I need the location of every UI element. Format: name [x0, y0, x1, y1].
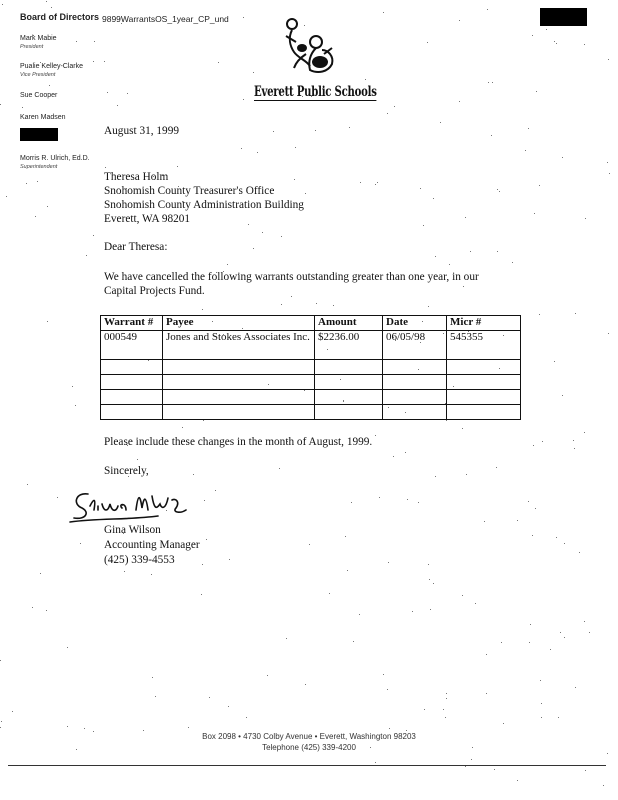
scan-speck — [387, 113, 388, 114]
scan-speck — [188, 727, 189, 728]
scan-speck — [26, 183, 27, 184]
scan-speck — [93, 61, 94, 62]
scan-speck — [491, 135, 492, 136]
scan-speck — [104, 61, 105, 62]
table-row — [101, 331, 521, 360]
scan-speck — [377, 182, 378, 183]
scan-speck — [379, 497, 380, 498]
scan-speck — [556, 537, 557, 538]
scan-speck — [471, 759, 472, 760]
scan-speck — [433, 198, 434, 199]
scan-speck — [503, 723, 504, 724]
scan-speck — [93, 235, 94, 236]
scan-speck — [427, 42, 428, 43]
signer-phone: (425) 339-4553 — [104, 554, 175, 566]
scan-speck — [607, 753, 608, 754]
scan-speck — [246, 717, 247, 718]
signoff: Sincerely, — [104, 465, 149, 477]
scan-speck — [46, 1, 47, 2]
scan-speck — [201, 594, 202, 595]
scan-speck — [67, 726, 68, 727]
scan-speck — [360, 182, 361, 183]
body-line: We have cancelled the following warrants outstanding greater than one year, in our — [104, 271, 479, 283]
table-header-row — [101, 316, 521, 331]
scan-speck — [562, 395, 563, 396]
scan-speck — [49, 85, 50, 86]
scan-speck — [295, 147, 296, 148]
scan-speck — [535, 508, 536, 509]
scan-speck — [466, 474, 467, 475]
board-member-name: Sue Cooper — [20, 92, 58, 99]
scan-speck — [585, 218, 586, 219]
scan-speck — [107, 92, 108, 93]
scan-speck — [124, 571, 125, 572]
scan-speck — [430, 609, 431, 610]
scan-speck — [556, 43, 557, 44]
scan-speck — [0, 660, 1, 661]
scan-speck — [532, 35, 533, 36]
scan-speck — [394, 106, 395, 107]
scan-speck — [86, 255, 87, 256]
scan-speck — [243, 17, 244, 18]
scan-speck — [333, 305, 334, 306]
scan-speck — [609, 173, 610, 174]
scan-speck — [127, 93, 128, 94]
scan-speck — [286, 638, 287, 639]
scan-speck — [528, 501, 529, 502]
scan-speck — [253, 72, 254, 73]
scan-speck — [182, 427, 183, 428]
scan-speck — [492, 82, 493, 83]
scan-speck — [541, 717, 542, 718]
scan-speck — [206, 539, 207, 540]
scan-speck — [80, 543, 81, 544]
scan-speck — [584, 44, 585, 45]
date-cell: 06/05/98 — [383, 331, 447, 360]
scan-speck — [550, 649, 551, 650]
scan-speck — [435, 476, 436, 477]
board-member-name: Karen Madsen — [20, 114, 66, 121]
scan-speck — [443, 709, 444, 710]
scan-speck — [423, 225, 424, 226]
column-header-warrant: Warrant # — [101, 316, 163, 331]
scan-speck — [579, 552, 580, 553]
empty-table-row — [101, 405, 521, 420]
file-reference: 9899WarrantsOS_1year_CP_und — [102, 14, 229, 24]
scan-speck — [143, 730, 144, 731]
scan-speck — [533, 445, 534, 446]
scan-speck — [560, 632, 561, 633]
scan-speck — [465, 217, 466, 218]
scan-speck — [84, 728, 85, 729]
scan-speck — [51, 7, 52, 8]
payee-cell: Jones and Stokes Associates Inc. — [163, 331, 315, 360]
scan-speck — [558, 717, 559, 718]
scan-speck — [540, 680, 541, 681]
scan-speck — [424, 709, 425, 710]
scan-speck — [486, 654, 487, 655]
school-name-logo: Everett Public Schools — [254, 84, 377, 100]
scan-speck — [151, 574, 152, 575]
scan-speck — [6, 196, 7, 197]
scan-speck — [1, 721, 2, 722]
scan-speck — [539, 185, 540, 186]
scan-speck — [347, 570, 348, 571]
scan-speck — [412, 611, 413, 612]
scan-speck — [608, 333, 609, 334]
scan-speck — [589, 632, 590, 633]
scan-speck — [193, 474, 194, 475]
redaction-block — [20, 128, 58, 141]
scan-speck — [359, 614, 360, 615]
scan-speck — [462, 428, 463, 429]
scan-speck — [406, 730, 407, 731]
scan-speck — [487, 9, 488, 10]
scan-speck — [305, 193, 306, 194]
scan-speck — [315, 130, 316, 131]
scan-speck — [57, 497, 58, 498]
scan-speck — [227, 264, 228, 265]
scan-speck — [47, 321, 48, 322]
scan-speck — [446, 693, 447, 694]
empty-table-row — [101, 375, 521, 390]
scan-speck — [375, 435, 376, 436]
scan-speck — [27, 484, 28, 485]
redaction-block — [540, 8, 587, 26]
scan-speck — [67, 647, 68, 648]
scan-speck — [0, 104, 1, 105]
board-member-name: Pualie Kelley-Clarke — [20, 63, 84, 70]
body-line: Capital Projects Fund. — [104, 285, 205, 297]
scan-speck — [459, 20, 460, 21]
scan-speck — [501, 642, 502, 643]
scan-speck — [105, 167, 106, 168]
scan-speck — [546, 29, 547, 30]
scan-speck — [388, 562, 389, 563]
recipient-line: Snohomish County Treasurer's Office — [104, 185, 275, 197]
scan-speck — [257, 152, 258, 153]
scan-speck — [387, 689, 388, 690]
scan-speck — [585, 770, 586, 771]
recipient-line: Snohomish County Administration Building — [104, 199, 304, 211]
scan-speck — [494, 769, 495, 770]
scan-speck — [253, 248, 254, 249]
scan-speck — [534, 213, 535, 214]
scan-speck — [433, 583, 434, 584]
signature-icon — [68, 484, 198, 526]
scan-speck — [329, 593, 330, 594]
scan-speck — [497, 251, 498, 252]
scan-speck — [22, 107, 23, 108]
scan-speck — [262, 232, 263, 233]
scan-speck — [75, 405, 76, 406]
scan-speck — [202, 309, 203, 310]
warrants-table — [100, 315, 521, 420]
scan-speck — [215, 490, 216, 491]
scan-speck — [229, 559, 230, 560]
scan-speck — [539, 314, 540, 315]
scan-speck — [562, 157, 563, 158]
scan-speck — [94, 41, 95, 42]
scan-speck — [528, 128, 529, 129]
scan-speck — [607, 162, 608, 163]
scan-speck — [316, 303, 317, 304]
scan-speck — [512, 262, 513, 263]
scan-speck — [575, 313, 576, 314]
scan-speck — [155, 696, 156, 697]
scan-speck — [383, 12, 384, 13]
scan-speck — [554, 361, 555, 362]
scan-speck — [218, 62, 219, 63]
scan-speck — [465, 766, 466, 767]
scan-speck — [389, 728, 390, 729]
scan-speck — [281, 304, 282, 305]
scan-speck — [542, 441, 543, 442]
recipient-line: Everett, WA 98201 — [104, 213, 191, 225]
scan-speck — [435, 256, 436, 257]
scan-speck — [267, 675, 268, 676]
scan-speck — [584, 621, 585, 622]
scan-speck — [536, 91, 537, 92]
scan-speck — [564, 637, 565, 638]
scan-speck — [440, 122, 441, 123]
scan-speck — [517, 780, 518, 781]
scan-speck — [529, 642, 530, 643]
scan-speck — [525, 150, 526, 151]
scan-speck — [375, 762, 376, 763]
scan-speck — [428, 306, 429, 307]
scan-speck — [273, 131, 274, 132]
scan-speck — [204, 500, 205, 501]
scan-speck — [72, 386, 73, 387]
scan-speck — [462, 595, 463, 596]
board-member-role: Vice President — [20, 72, 56, 78]
scan-speck — [2, 4, 3, 5]
scan-speck — [375, 184, 376, 185]
closing-note: Please include these changes in the month of August, 1999. — [104, 436, 373, 448]
scan-speck — [407, 499, 408, 500]
scan-speck — [470, 251, 471, 252]
superintendent-name: Morris R. Ulrich, Ed.D. — [20, 155, 90, 162]
scan-speck — [405, 452, 406, 453]
scan-speck — [573, 440, 574, 441]
scan-speck — [575, 687, 576, 688]
scan-speck — [177, 166, 178, 167]
scan-speck — [603, 785, 604, 786]
scan-speck — [35, 216, 36, 217]
scan-speck — [209, 697, 210, 698]
scan-speck — [445, 717, 446, 718]
scan-speck — [152, 677, 153, 678]
scan-speck — [463, 286, 464, 287]
scan-speck — [117, 105, 118, 106]
recipient-line: Theresa Holm — [104, 171, 169, 183]
scan-speck — [243, 99, 244, 100]
scan-speck — [353, 641, 354, 642]
scan-speck — [248, 224, 249, 225]
scan-speck — [351, 502, 352, 503]
scan-speck — [564, 543, 565, 544]
board-member-role: President — [20, 44, 44, 50]
scan-speck — [517, 520, 518, 521]
superintendent-role: Superintendent — [20, 164, 58, 170]
scan-speck — [40, 573, 41, 574]
empty-table-row — [101, 360, 521, 375]
column-header-micr: Micr # — [447, 316, 521, 331]
warrant-number-cell: 000549 — [101, 331, 163, 360]
scan-speck — [37, 181, 38, 182]
signer-title: Accounting Manager — [104, 539, 200, 551]
column-header-payee: Payee — [163, 316, 315, 331]
scan-speck — [383, 674, 384, 675]
scan-speck — [76, 41, 77, 42]
empty-table-row — [101, 390, 521, 405]
scan-speck — [554, 41, 555, 42]
micr-cell: 545355 — [447, 331, 521, 360]
scan-speck — [32, 607, 33, 608]
scan-speck — [12, 711, 13, 712]
scan-speck — [532, 535, 533, 536]
scan-speck — [497, 189, 498, 190]
scan-speck — [228, 706, 229, 707]
scan-speck — [574, 448, 575, 449]
scan-speck — [305, 684, 306, 685]
scan-speck — [345, 536, 346, 537]
board-member-name: Mark Mabie — [20, 35, 57, 42]
scan-speck — [429, 579, 430, 580]
scan-speck — [428, 564, 429, 565]
scan-speck — [291, 296, 292, 297]
column-header-date: Date — [383, 316, 447, 331]
bottom-rule — [8, 765, 606, 766]
scan-speck — [281, 236, 282, 237]
scan-speck — [418, 502, 419, 503]
scan-speck — [530, 624, 531, 625]
scan-speck — [496, 467, 497, 468]
scan-speck — [294, 179, 295, 180]
scan-speck — [46, 610, 47, 611]
scan-speck — [203, 420, 204, 421]
signer-name: Gina Wilson — [104, 524, 161, 536]
footer-phone: Telephone (425) 339-4200 — [262, 743, 356, 752]
scan-speck — [486, 693, 487, 694]
scan-speck — [47, 206, 48, 207]
scan-speck — [608, 59, 609, 60]
scan-speck — [365, 79, 366, 80]
scan-speck — [484, 521, 485, 522]
scan-speck — [449, 264, 450, 265]
scan-speck — [393, 456, 394, 457]
column-header-amount: Amount — [315, 316, 383, 331]
footer-address: Box 2098 • 4730 Colby Avenue • Everett, Washington 98203 — [202, 732, 416, 741]
scan-speck — [241, 148, 242, 149]
scan-speck — [488, 82, 489, 83]
scan-speck — [446, 420, 447, 421]
scan-speck — [499, 191, 500, 192]
board-heading: Board of Directors — [20, 12, 100, 22]
scan-speck — [137, 459, 138, 460]
scan-speck — [541, 703, 542, 704]
scan-speck — [420, 188, 421, 189]
scan-speck — [0, 727, 1, 728]
scan-speck — [279, 468, 280, 469]
scan-speck — [475, 603, 476, 604]
scan-speck — [459, 101, 460, 102]
letter-date: August 31, 1999 — [104, 125, 180, 137]
scan-speck — [584, 432, 585, 433]
scan-speck — [309, 544, 310, 545]
school-logo-icon — [280, 14, 340, 80]
scan-speck — [446, 698, 447, 699]
salutation: Dear Theresa: — [104, 241, 168, 253]
scan-speck — [202, 564, 203, 565]
scan-speck — [349, 127, 350, 128]
amount-cell: $2236.00 — [315, 331, 383, 360]
